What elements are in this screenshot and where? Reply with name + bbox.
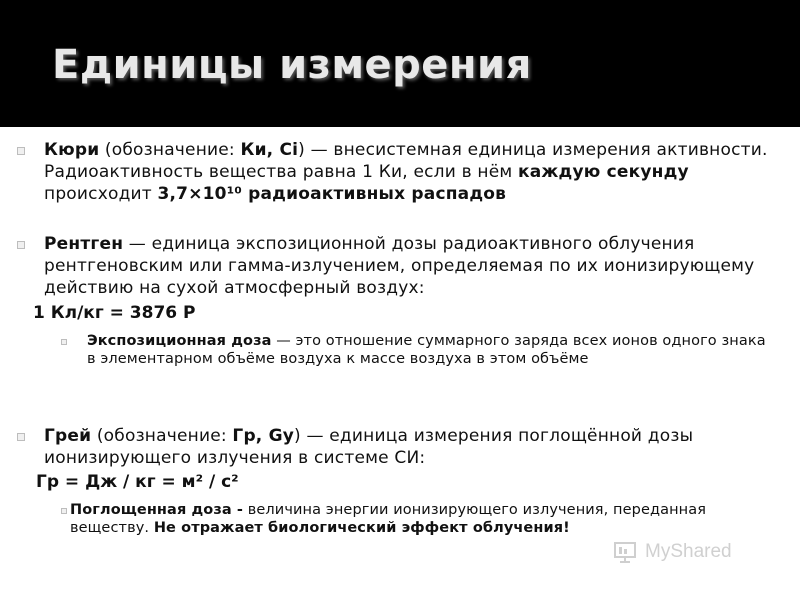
curie-term: Кюри (44, 140, 100, 160)
exposure-dose-term: Экспозиционная доза (87, 333, 272, 349)
curie-symbols: Ки, Ci (240, 140, 299, 160)
curie-text-2: ) — внесистемная единица измерения активности. Радиоактивность вещества равна 1 Ки, если в нём (44, 140, 768, 182)
gray-paragraph (44, 425, 744, 469)
watermark-text: MyShared (645, 541, 732, 562)
gray-formula: Гр = Дж / кг = м² / с² (36, 472, 239, 492)
absorbed-dose-text: величина энергии ионизирующего излучения, переданная веществу. (70, 502, 707, 536)
slide-content (0, 127, 800, 600)
absorbed-dose-term: Поглощенная доза - (70, 502, 244, 518)
absorbed-dose-bold: Не отражает биологический эффект облучения! (153, 520, 570, 536)
gray-term: Грей (44, 426, 92, 446)
bullet-square-icon (17, 147, 25, 155)
bullet-square-icon (17, 433, 25, 441)
watermark (605, 536, 765, 572)
bullet-square-icon (17, 241, 25, 249)
roentgen-term: Рентген (44, 234, 124, 254)
exposure-dose-paragraph (87, 332, 777, 368)
gray-text-1: (обозначение: (91, 426, 233, 446)
exposure-dose-text: — это отношение суммарного заряда всех ионов одного знака в элементарном объёме воздуха к массе воздуха в этом объёме (87, 333, 766, 367)
curie-bold-1: каждую секунду (518, 162, 689, 182)
curie-text-3: происходит (44, 184, 158, 204)
gray-symbols: Гр, Gy (232, 426, 295, 446)
slide-title: Единицы измерения (52, 42, 532, 88)
roentgen-formula: 1 Кл/кг = 3876 Р (33, 303, 196, 323)
roentgen-paragraph (44, 233, 774, 299)
title-bar (0, 0, 800, 127)
presentation-board-icon (613, 540, 637, 564)
gray-text-2: ) — единица измерения поглощённой дозы ионизирующего излучения в системе СИ: (44, 426, 694, 468)
curie-bold-2: 3,7×10¹⁰ радиоактивных распадов (157, 184, 507, 204)
curie-paragraph (44, 139, 769, 205)
absorbed-dose-paragraph (70, 501, 775, 537)
bullet-square-small-icon (61, 508, 67, 514)
curie-text-1: (обозначение: (99, 140, 241, 160)
roentgen-text: — единица экспозиционной дозы радиоактивного облучения рентгеновским или гамма-излучением, определяемая по их ионизирующему действию на сухой атмосферный воздух: (44, 234, 755, 298)
bullet-square-small-icon (61, 339, 67, 345)
